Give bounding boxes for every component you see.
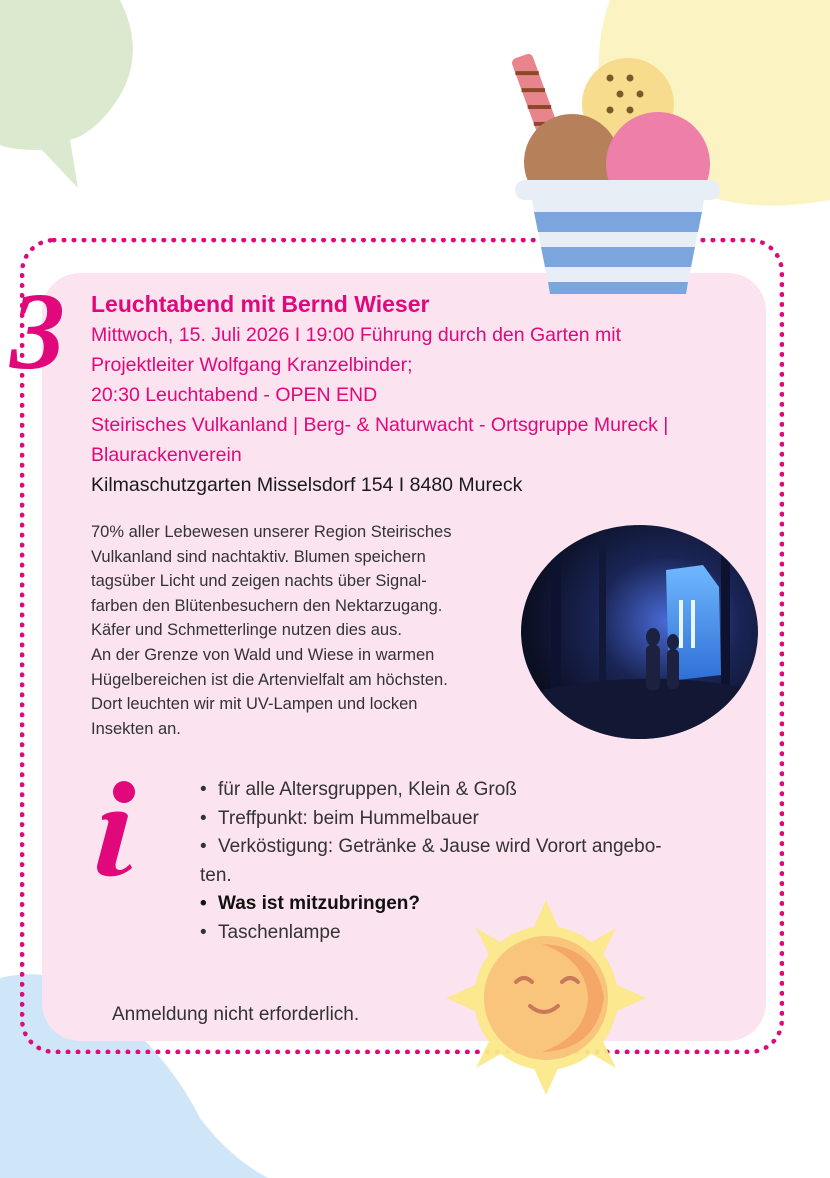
- description-line: Insekten an.: [91, 719, 181, 738]
- svg-text:3: 3: [10, 280, 65, 380]
- uv-light-tent-photo: [521, 525, 758, 739]
- background-green-speech-bubble: [0, 0, 150, 190]
- description-line: An der Grenze von Wald und Wiese in warmen: [91, 645, 435, 664]
- event-address: Kilmaschutzgarten Misselsdorf 154 I 8480 Mureck: [91, 474, 523, 496]
- info-item-bold: • Was ist mitzubringen?: [200, 890, 740, 919]
- schedule-line: Mittwoch, 15. Juli 2026 I 19:00 Führung durch den Garten mit: [91, 324, 622, 346]
- info-item: • für alle Altersgruppen, Klein & Groß: [200, 776, 740, 805]
- description-line: Vulkanland sind nachtaktiv. Blumen speichern: [91, 547, 426, 566]
- info-item: • Verköstigung: Getränke & Jause wird Vorort angebo-: [200, 833, 740, 862]
- event-header: [91, 288, 751, 500]
- schedule-line: Blaurackenverein: [91, 444, 242, 466]
- description-line: Käfer und Schmetterlinge nutzen dies aus.: [91, 621, 402, 640]
- info-icon: [82, 778, 144, 878]
- description-line: farben den Blütenbesuchern den Nektarzugang.: [91, 596, 443, 615]
- number-3-icon: [6, 280, 76, 380]
- event-description: [91, 520, 531, 741]
- smiling-sun-icon: [446, 900, 646, 1095]
- description-line: Hügelbereichen ist die Artenvielfalt am höchsten.: [91, 670, 448, 689]
- info-item: • Taschenlampe: [200, 919, 740, 948]
- info-item: • Treffpunkt: beim Hummelbauer: [200, 805, 740, 834]
- registration-note: Anmeldung nicht erforderlich.: [112, 1004, 360, 1025]
- schedule-line: Steirisches Vulkanland | Berg- & Naturwacht - Ortsgruppe Mureck |: [91, 414, 669, 436]
- description-line: Dort leuchten wir mit UV-Lampen und locken: [91, 695, 418, 714]
- description-line: tagsüber Licht und zeigen nachts über Signal-: [91, 572, 427, 591]
- schedule-line: Projektleiter Wolfgang Kranzelbinder;: [91, 354, 413, 376]
- description-line: 70% aller Lebewesen unserer Region Steirisches: [91, 523, 452, 541]
- event-title: Leuchtabend mit Bernd Wieser: [91, 291, 430, 317]
- info-item-continuation: ten.: [200, 864, 232, 886]
- ice-cream-icon: [510, 44, 725, 299]
- schedule-line: 20:30 Leuchtabend - OPEN END: [91, 384, 378, 406]
